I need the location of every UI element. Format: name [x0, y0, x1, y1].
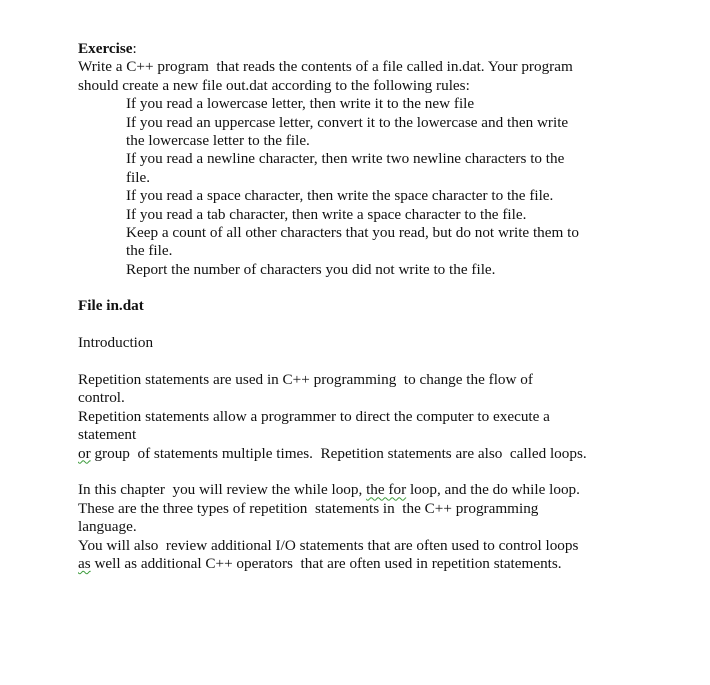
text-line: language. [78, 518, 137, 536]
text-segment: well as additional C++ operators that are often used in repetition statements. [90, 554, 562, 572]
blank-line [78, 279, 678, 297]
introduction-title: Introduction [78, 334, 154, 352]
text-line [78, 555, 678, 573]
rule-line: the lowercase letter to the file. [126, 131, 310, 149]
file-heading: File in.dat [78, 297, 144, 315]
text-line: control. [78, 389, 125, 407]
rule-line: file. [126, 168, 151, 186]
blank-line [78, 316, 678, 334]
rule-line: Keep a count of all other characters that you read, but do not write them to [126, 223, 579, 241]
rule-line: If you read a newline character, then write two newline characters to the [126, 150, 565, 168]
text-segment: loop, and the do while loop. [406, 481, 580, 499]
text-segment: group of statements multiple times. Repetition statements are also called loops. [90, 444, 587, 462]
heading-colon: : [132, 40, 137, 57]
text-line: These are the three types of repetition statements in the C++ programming [78, 499, 539, 517]
text-line: statement [78, 426, 137, 444]
text-line [78, 481, 678, 499]
text-line: Repetition statements are used in C++ programming to change the flow of [78, 371, 533, 389]
text-line: You will also review additional I/O statements that are often used to control loops [78, 536, 579, 554]
rule-line: the file. [126, 242, 173, 260]
rule-line: Report the number of characters you did not write to the file. [126, 260, 496, 278]
text-line: should create a new file out.dat according to the following rules: [78, 76, 470, 94]
rule-line: If you read a lowercase letter, then write it to the new file [126, 95, 475, 113]
text-line: Repetition statements allow a programmer to direct the computer to execute a [78, 407, 550, 425]
rule-line: If you read a space character, then write the space character to the file. [126, 187, 554, 205]
spellcheck-flag[interactable]: the for [366, 481, 407, 499]
rule-line: If you read an uppercase letter, convert it to the lowercase and then write [126, 113, 569, 131]
text-line: Write a C++ program that reads the contents of a file called in.dat. Your program [78, 58, 573, 76]
spellcheck-flag[interactable]: or [78, 444, 91, 462]
exercise-heading-line [78, 40, 678, 58]
text-segment: In this chapter you will review the while loop, [78, 481, 367, 499]
document-page [78, 40, 678, 573]
rule-line: If you read a tab character, then write a space character to the file. [126, 205, 527, 223]
text-line [78, 445, 678, 463]
exercise-heading: Exercise [78, 40, 133, 57]
blank-line [78, 353, 678, 371]
spellcheck-flag[interactable]: as [78, 554, 91, 572]
blank-line [78, 463, 678, 481]
